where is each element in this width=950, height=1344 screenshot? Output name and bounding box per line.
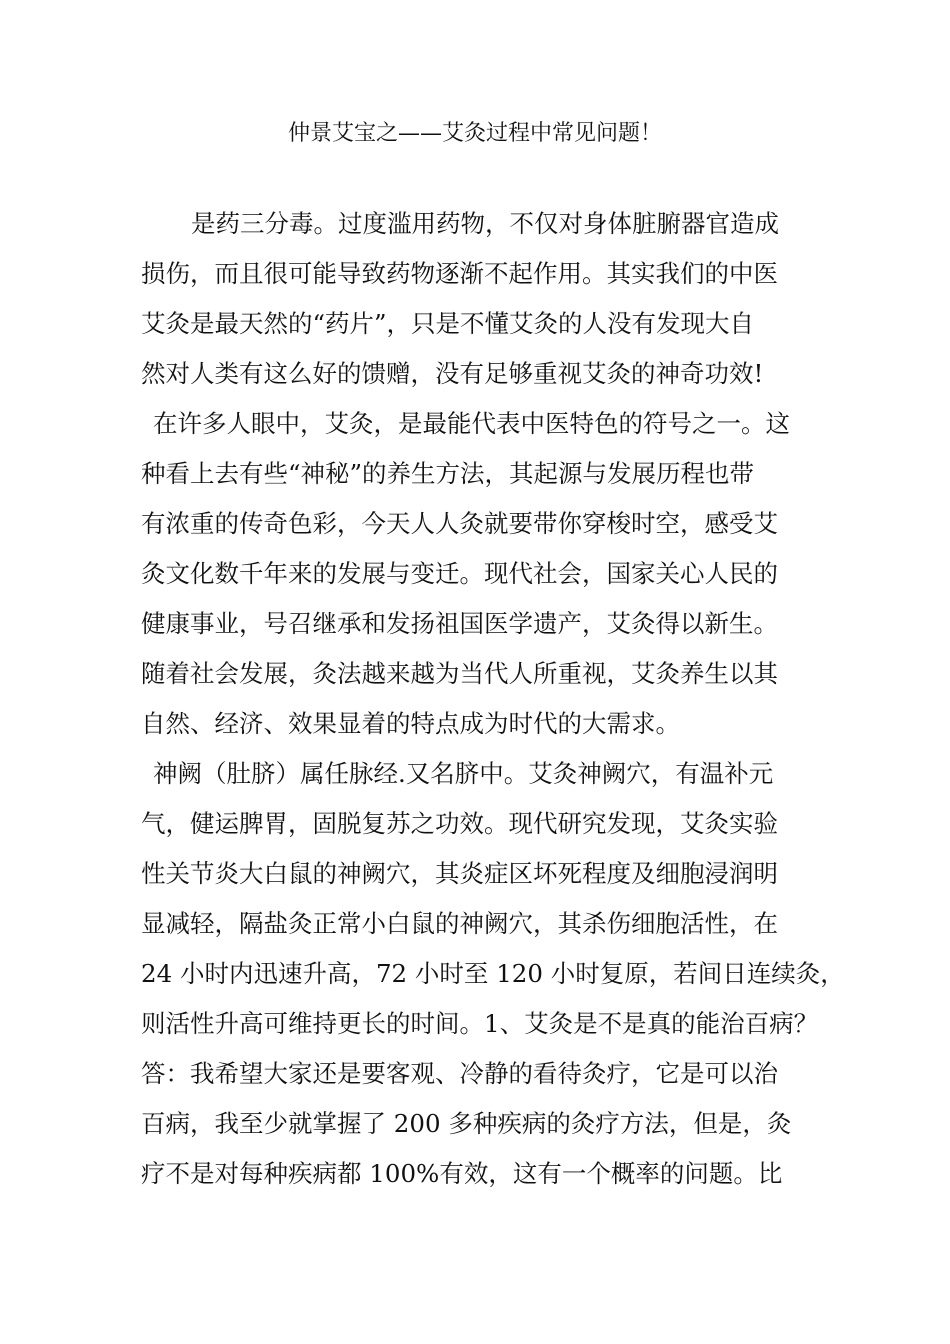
text-line: 答：我希望大家还是要客观、冷静的看待灸疗，它是可以治 [141,1059,778,1088]
text-line: 是药三分毒。过度滥用药物，不仅对身体脏腑器官造成 [191,209,779,238]
text-line: 然对人类有这么好的馈赠，没有足够重视艾灸的神奇功效! [141,359,764,388]
text-line: 百病，我至少就掌握了 200 多种疾病的灸疗方法，但是，灸 [141,1109,792,1138]
text-line: 性关节炎大白鼠的神阙穴，其炎症区坏死程度及细胞浸润明 [141,859,778,888]
text-line: 有浓重的传奇色彩，今天人人灸就要带你穿梭时空，感受艾 [141,509,778,538]
text-line: 损伤，而且很可能导致药物逐渐不起作用。其实我们的中医 [141,259,778,288]
document-title: 仲景艾宝之——艾灸过程中常见问题！ [287,121,662,146]
text-line: 24 小时内迅速升高，72 小时至 120 小时复原，若间日连续灸， [141,959,845,988]
text-line: 神阙（肚脐）属任脉经.又名脐中。艾灸神阙穴，有温补元 [153,759,774,788]
text-line: 艾灸是最天然的“药片”，只是不懂艾灸的人没有发现大自 [141,309,755,338]
text-line: 自然、经济、效果显着的特点成为时代的大需求。 [141,709,680,738]
text-line: 气，健运脾胃，固脱复苏之功效。现代研究发现，艾灸实验 [141,809,778,838]
text-line: 灸文化数千年来的发展与变迁。现代社会，国家关心人民的 [141,559,778,588]
text-line: 随着社会发展，灸法越来越为当代人所重视，艾灸养生以其 [141,659,778,688]
text-line: 种看上去有些“神秘”的养生方法，其起源与发展历程也带 [141,459,755,488]
text-line: 在许多人眼中，艾灸，是最能代表中医特色的符号之一。这 [153,409,790,438]
text-line: 疗不是对每种疾病都 100%有效，这有一个概率的问题。比 [141,1159,783,1188]
text-line: 则活性升高可维持更长的时间。1、艾灸是不是真的能治百病？ [141,1009,819,1038]
text-line: 健康事业，号召继承和发扬祖国医学遗产，艾灸得以新生。 [141,609,778,638]
text-line: 显减轻，隔盐灸正常小白鼠的神阙穴，其杀伤细胞活性，在 [141,909,778,938]
